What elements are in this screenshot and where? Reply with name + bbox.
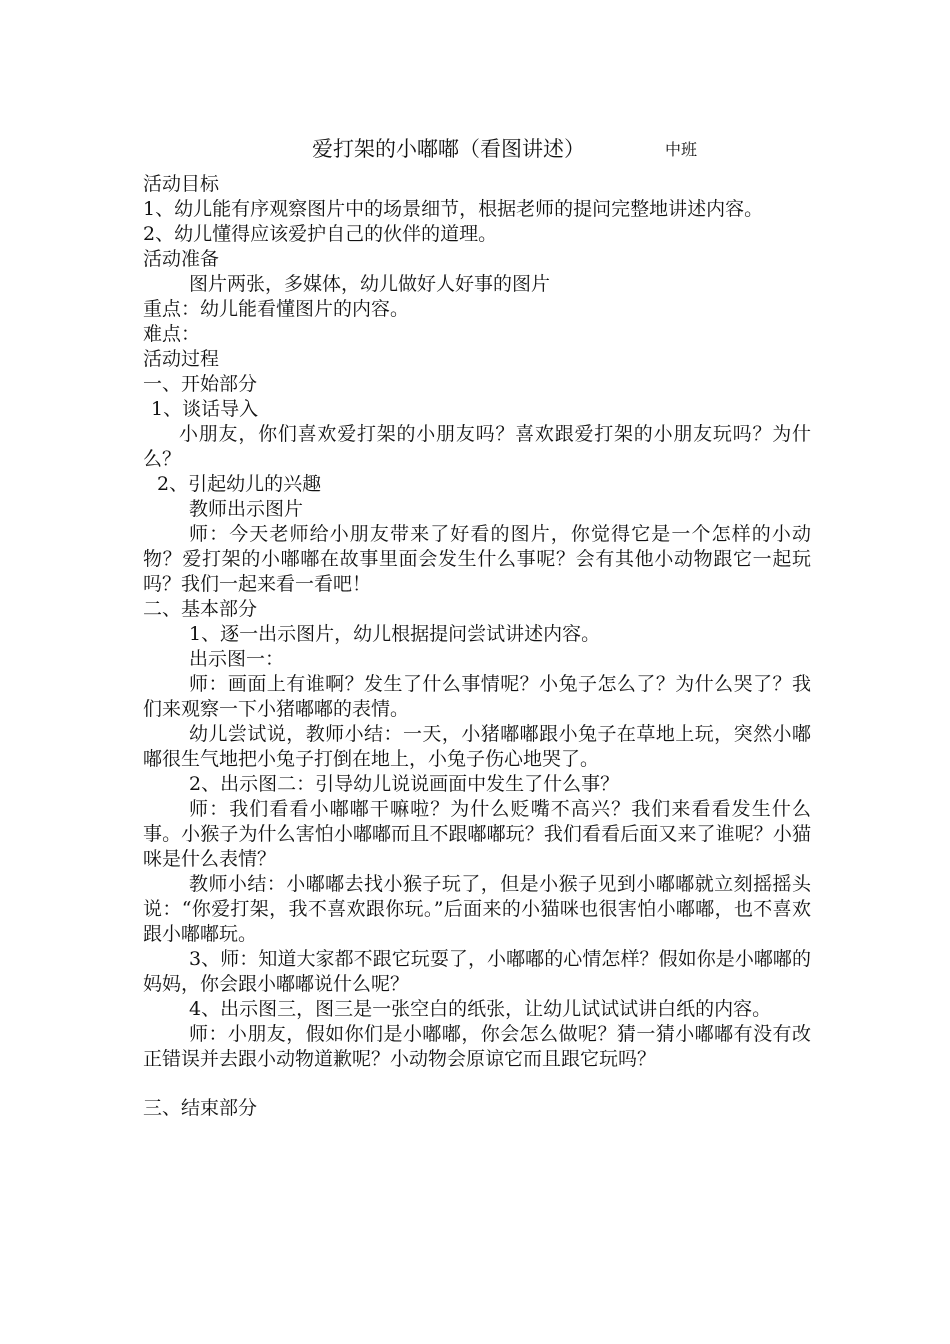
blank-line (143, 1072, 811, 1096)
step-arouse-interest: 2、引起幼儿的兴趣 (157, 473, 322, 495)
goal-item-2: 2、幼儿懂得应该爱护自己的伙伴的道理。 (143, 223, 498, 245)
paragraph-picture-two-summary: 教师小结：小嘟嘟去找小猴子玩了，但是小猴子见到小嘟嘟就立刻摇摇头说：“你爱打架，我不喜欢跟你玩。”后面来的小猫咪也很害怕小嘟嘟，也不喜欢跟小嘟嘟玩。 (143, 873, 811, 945)
paragraph-show-picture-one: 出示图一： (189, 648, 285, 670)
paragraph-teacher-intro: 师：今天老师给小朋友带来了好看的图片，你觉得它是一个怎样的小动物？爱打架的小嘟嘟在故事里面会发生什么事呢？会有其他小动物跟它一起玩吗？我们一起来看一看吧！ (143, 523, 811, 595)
paragraph-picture-one-questions: 师：画面上有谁啊？发生了什么事情呢？小兔子怎么了？为什么哭了？我们来观察一下小猪嘟嘟的表情。 (143, 673, 811, 720)
heading-activity-goals: 活动目标 (143, 173, 220, 195)
preparation-text: 图片两张，多媒体，幼儿做好人好事的图片 (189, 273, 551, 295)
section-heading-opening: 一、开始部分 (143, 373, 258, 395)
heading-activity-process: 活动过程 (143, 348, 220, 370)
document-body (143, 172, 811, 1121)
paragraph-picture-three-questions: 师：小朋友，假如你们是小嘟嘟，你会怎么做呢？猜一猜小嘟嘟有没有改正错误并去跟小动物道歉呢？小动物会原谅它而且跟它玩吗？ (143, 1023, 811, 1070)
grade-label: 中班 (665, 140, 698, 159)
key-point: 重点：幼儿能看懂图片的内容。 (143, 298, 410, 320)
paragraph-picture-one-summary: 幼儿尝试说，教师小结：一天，小猪嘟嘟跟小兔子在草地上玩，突然小嘟嘟很生气地把小兔子打倒在地上，小兔子伤心地哭了。 (143, 723, 811, 770)
step-three-discussion: 3、师：知道大家都不跟它玩耍了，小嘟嘟的心情怎样？假如你是小嘟嘟的妈妈，你会跟小嘟嘟说什么呢？ (143, 948, 811, 995)
step-show-pictures: 1、逐一出示图片，幼儿根据提问尝试讲述内容。 (189, 623, 601, 645)
document-title: 爱打架的小嘟嘟（看图讲述） (312, 137, 585, 161)
section-heading-basic: 二、基本部分 (143, 598, 258, 620)
step-conversation-intro: 1、谈话导入 (151, 398, 259, 420)
title-row (0, 134, 950, 168)
paragraph-picture-two-questions: 师：我们看看小嘟嘟干嘛啦？为什么贬嘴不高兴？我们来看看发生什么事。小猴子为什么害怕小嘟嘟而且不跟嘟嘟玩？我们看看后面又来了谁呢？小猫咪是什么表情？ (143, 798, 811, 870)
difficult-point: 难点： (143, 323, 201, 345)
goal-item-1: 1、幼儿能有序观察图片中的场景细节，根据老师的提问完整地讲述内容。 (143, 198, 764, 220)
step-four-blank-picture: 4、出示图三，图三是一张空白的纸张，让幼儿试试试讲白纸的内容。 (189, 998, 772, 1020)
heading-activity-preparation: 活动准备 (143, 248, 220, 270)
paragraph-teacher-shows-picture: 教师出示图片 (189, 498, 304, 520)
section-heading-ending: 三、结束部分 (143, 1097, 258, 1119)
step-show-picture-two: 2、出示图二：引导幼儿说说画面中发生了什么事？ (189, 773, 620, 795)
paragraph-intro-question: 小朋友，你们喜欢爱打架的小朋友吗？喜欢跟爱打架的小朋友玩吗？为什么？ (143, 423, 811, 470)
